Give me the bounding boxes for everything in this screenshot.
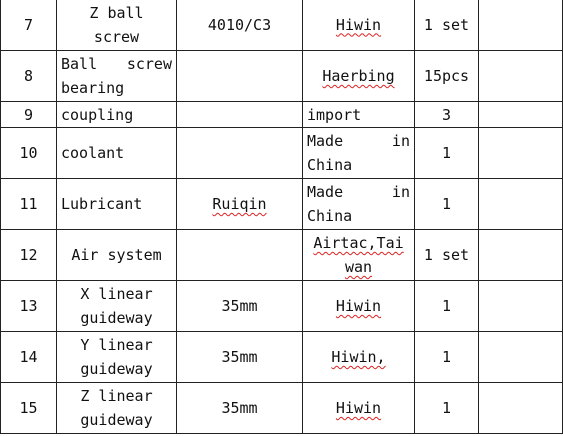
brand-line: wan (344, 258, 373, 276)
table-row (1, 230, 563, 281)
item-number-cell: 11 (1, 179, 57, 230)
brand-cell (303, 128, 415, 179)
table-row (1, 383, 563, 434)
quantity-cell: 1 (415, 128, 479, 179)
name-line: Z linear (80, 387, 153, 405)
quantity-cell: 1 (415, 383, 479, 434)
remark-cell (479, 332, 563, 383)
name-line: screw (93, 27, 140, 46)
remark-cell (479, 0, 563, 51)
item-number-cell: 13 (1, 281, 57, 332)
item-name-cell (57, 230, 177, 281)
table-row (1, 0, 563, 51)
brand-line: Hiwin, (331, 348, 386, 366)
name-line: Z ball (89, 3, 144, 22)
name-line: coupling (61, 105, 134, 124)
table-row (1, 51, 563, 102)
quantity-cell: 3 (415, 102, 479, 128)
item-number-cell: 9 (1, 102, 57, 128)
quantity-cell: 1 set (415, 0, 479, 51)
name-line: Y linear (80, 336, 153, 354)
brand-line: Hiwin (335, 399, 382, 417)
name-line: guideway (80, 360, 153, 378)
spec-cell (177, 128, 303, 179)
brand-cell (303, 383, 415, 434)
brand-line: Made in (307, 132, 410, 150)
item-name-cell (57, 179, 177, 230)
spec-text: 4010/C3 (207, 15, 272, 34)
item-name-cell (57, 281, 177, 332)
brand-line: Made in (307, 183, 410, 201)
quantity-cell: 15pcs (415, 51, 479, 102)
spec-text: 35mm (221, 297, 258, 315)
spec-cell (177, 0, 303, 51)
brand-cell (303, 281, 415, 332)
spec-text: 35mm (221, 348, 258, 366)
table-row (1, 128, 563, 179)
item-number-cell: 15 (1, 383, 57, 434)
spec-text: Ruiqin (212, 195, 267, 213)
remark-cell (479, 230, 563, 281)
remark-cell (479, 128, 563, 179)
spec-cell (177, 51, 303, 102)
item-name-cell (57, 332, 177, 383)
spec-cell (177, 332, 303, 383)
spec-cell (177, 281, 303, 332)
brand-line: Hiwin (335, 297, 382, 315)
item-name-cell (57, 128, 177, 179)
remark-cell (479, 51, 563, 102)
brand-cell (303, 0, 415, 51)
spec-cell (177, 102, 303, 128)
brand-cell (303, 179, 415, 230)
item-name-cell (57, 0, 177, 51)
brand-cell (303, 51, 415, 102)
item-number-cell: 12 (1, 230, 57, 281)
table-row (1, 281, 563, 332)
table-row (1, 332, 563, 383)
brand-line: import (307, 105, 362, 124)
brand-line: China (307, 207, 353, 225)
name-line: bearing (61, 79, 125, 97)
remark-cell (479, 383, 563, 434)
item-number-cell: 7 (1, 0, 57, 51)
name-line: guideway (80, 309, 153, 327)
remark-cell (479, 179, 563, 230)
spec-cell (177, 230, 303, 281)
item-name-cell (57, 383, 177, 434)
name-line: Lubricant (61, 195, 143, 213)
name-line: Air system (71, 246, 162, 264)
spec-cell (177, 179, 303, 230)
item-name-cell (57, 51, 177, 102)
name-line: coolant (61, 144, 125, 162)
quantity-cell: 1 (415, 332, 479, 383)
brand-line: Haerbing (322, 67, 395, 85)
parts-table-body (1, 0, 563, 434)
brand-cell (303, 332, 415, 383)
brand-line: China (307, 156, 353, 174)
spec-text: 35mm (221, 399, 258, 417)
spec-cell (177, 383, 303, 434)
brand-line: Hiwin (335, 15, 382, 34)
table-row (1, 179, 563, 230)
item-number-cell: 8 (1, 51, 57, 102)
quantity-cell: 1 set (415, 230, 479, 281)
remark-cell (479, 102, 563, 128)
brand-cell (303, 230, 415, 281)
table-row (1, 102, 563, 128)
item-number-cell: 10 (1, 128, 57, 179)
brand-cell (303, 102, 415, 128)
item-name-cell (57, 102, 177, 128)
item-number-cell: 14 (1, 332, 57, 383)
name-line: guideway (80, 411, 153, 429)
quantity-cell: 1 (415, 281, 479, 332)
name-line: X linear (80, 285, 153, 303)
remark-cell (479, 281, 563, 332)
brand-line: Airtac,Tai (313, 234, 404, 252)
name-line: Ball screw (61, 55, 172, 73)
quantity-cell: 1 (415, 179, 479, 230)
